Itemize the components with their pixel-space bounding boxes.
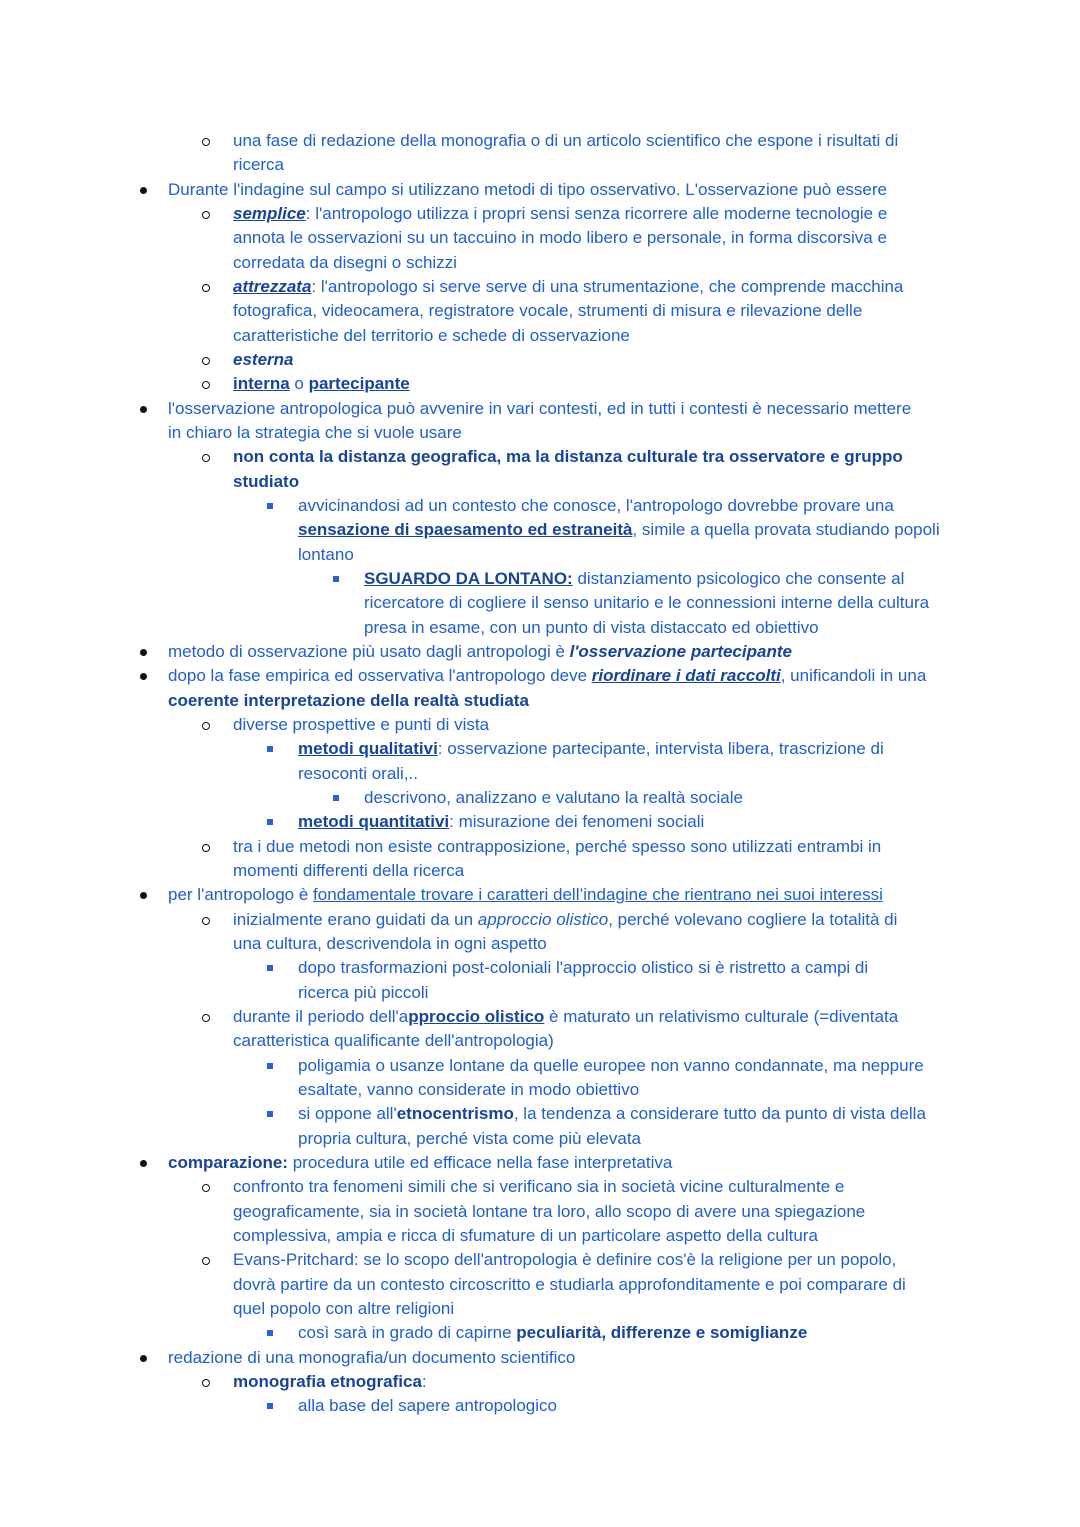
text-run: presa in esame, con un punto di vista distaccato ed obiettivo xyxy=(364,618,819,637)
text-line xyxy=(233,129,898,153)
text-run: monografia etnografica xyxy=(233,1372,422,1391)
bullet-square-icon xyxy=(267,1063,273,1069)
text-run: distanziamento psicologico che consente al xyxy=(572,569,905,588)
text-run: , perché volevano cogliere la totalità di xyxy=(608,910,898,929)
text-line xyxy=(298,1321,807,1345)
text-run: Evans-Pritchard: se lo scopo dell'antropologia è definire cos'è la religione per un popolo, xyxy=(233,1250,897,1269)
text-run: diverse prospettive e punti di vista xyxy=(233,715,490,734)
text-line xyxy=(233,470,299,494)
text-run: una fase di redazione della monografia o di un articolo scientifico che espone i risultati di xyxy=(233,131,899,150)
bullet-square-icon xyxy=(333,576,339,582)
text-run: : xyxy=(421,1372,427,1391)
text-line xyxy=(233,859,464,883)
text-run: corredata da disegni o schizzi xyxy=(233,253,457,272)
text-line xyxy=(233,348,293,372)
text-run: attrezzata xyxy=(233,277,312,296)
text-run: inizialmente erano guidati da un xyxy=(233,910,478,929)
bullet-square-icon xyxy=(267,1111,273,1117)
bullet-circle-icon xyxy=(202,1014,210,1022)
text-run: pproccio olistico xyxy=(408,1007,545,1026)
text-run: è maturato un relativismo culturale (=diventata xyxy=(544,1007,899,1026)
text-run: per l'antropologo è xyxy=(168,885,314,904)
bullet-circle-icon xyxy=(202,1184,210,1192)
text-run: annota le osservazioni su un taccuino in modo libero e personale, in forma discorsiva e xyxy=(233,228,887,247)
text-run: fotografica, videocamera, registratore vocale, strumenti di misura e rilevazione delle xyxy=(233,301,863,320)
text-run: , la tendenza a considerare tutto da punto di vista della xyxy=(513,1104,926,1123)
text-line xyxy=(233,445,903,469)
text-line xyxy=(364,591,929,615)
text-line xyxy=(298,762,418,786)
text-line xyxy=(298,1078,639,1102)
text-line xyxy=(168,1346,575,1370)
bullet-dot-icon xyxy=(140,406,147,413)
bullet-square-icon xyxy=(267,819,273,825)
text-run: dopo trasformazioni post-coloniali l'approccio olistico si è ristretto a campi di xyxy=(298,958,869,977)
text-run: esaltate, vanno considerate in modo obiettivo xyxy=(298,1080,640,1099)
text-line xyxy=(168,689,529,713)
text-run: così sarà in grado di capirne xyxy=(298,1323,517,1342)
text-run: , simile a quella provata studiando popoli xyxy=(632,520,940,539)
bullet-circle-icon xyxy=(202,844,210,852)
text-run: tra i due metodi non esiste contrapposizione, perché spesso sono utilizzati entrambi in xyxy=(233,837,882,856)
text-run: ricerca più piccoli xyxy=(298,983,429,1002)
text-line xyxy=(168,664,926,688)
text-run: caratteristiche del territorio e schede di osservazione xyxy=(233,326,630,345)
text-run: avvicinandosi ad un contesto che conosce, l'antropologo dovrebbe provare una xyxy=(298,496,894,515)
text-run: si oppone all' xyxy=(298,1104,397,1123)
text-line xyxy=(233,1200,865,1224)
text-line xyxy=(233,713,489,737)
text-line xyxy=(233,1248,896,1272)
text-line xyxy=(168,640,792,664)
text-run: sensazione di spaesamento ed estraneità xyxy=(298,520,633,539)
bullet-circle-icon xyxy=(202,1379,210,1387)
text-run: studiato xyxy=(233,472,300,491)
text-line xyxy=(298,1127,641,1151)
text-run: esterna xyxy=(233,350,294,369)
text-line xyxy=(233,372,410,396)
text-run: poligamia o usanze lontane da quelle europee non vanno condannate, ma neppure xyxy=(298,1056,924,1075)
text-run: alla base del sapere antropologico xyxy=(298,1396,557,1415)
text-run: geograficamente, sia in società lontane tra loro, allo scopo di avere una spiegazione xyxy=(233,1202,866,1221)
text-run: in chiaro la strategia che si vuole usare xyxy=(168,423,462,442)
text-run: semplice xyxy=(233,204,306,223)
text-run: interna xyxy=(233,374,290,393)
text-run: peculiarità, differenze e somiglianze xyxy=(516,1323,808,1342)
text-run: metodi quantitativi xyxy=(298,812,450,831)
text-line xyxy=(233,1175,844,1199)
text-run: , unificandoli in una xyxy=(780,666,927,685)
bullet-circle-icon xyxy=(202,357,210,365)
text-line xyxy=(364,567,904,591)
text-run: SGUARDO DA LONTANO: xyxy=(364,569,573,588)
text-run: momenti differenti della ricerca xyxy=(233,861,465,880)
bullet-square-icon xyxy=(267,1330,273,1336)
text-line xyxy=(233,153,284,177)
text-line xyxy=(233,835,881,859)
text-line xyxy=(298,518,940,542)
bullet-square-icon xyxy=(267,503,273,509)
bullet-circle-icon xyxy=(202,381,210,389)
text-line xyxy=(168,397,911,421)
text-run: descrivono, analizzano e valutano la realtà sociale xyxy=(364,788,743,807)
bullet-dot-icon xyxy=(140,1160,147,1167)
text-line xyxy=(233,275,903,299)
text-line xyxy=(298,543,354,567)
text-run: metodo di osservazione più usato dagli antropologi è xyxy=(168,642,570,661)
text-line xyxy=(298,1394,557,1418)
text-line xyxy=(233,1224,818,1248)
bullet-dot-icon xyxy=(140,1355,147,1362)
text-line xyxy=(168,1151,672,1175)
bullet-square-icon xyxy=(267,965,273,971)
bullet-square-icon xyxy=(267,1403,273,1409)
text-run: o xyxy=(289,374,309,393)
bullet-dot-icon xyxy=(140,673,147,680)
text-line xyxy=(364,786,743,810)
text-run: etnocentrismo xyxy=(396,1104,514,1123)
bullet-square-icon xyxy=(267,746,273,752)
text-line xyxy=(298,981,428,1005)
text-run: redazione di una monografia/un documento scientifico xyxy=(168,1348,576,1367)
text-run: comparazione: xyxy=(168,1153,288,1172)
text-line xyxy=(168,421,462,445)
bullet-circle-icon xyxy=(202,211,210,219)
text-run: confronto tra fenomeni simili che si verificano sia in società vicine culturalmente e xyxy=(233,1177,845,1196)
bullet-circle-icon xyxy=(202,284,210,292)
text-run: Durante l'indagine sul campo si utilizzano metodi di tipo osservativo. L'osservazione può essere xyxy=(168,180,887,199)
text-run: quel popolo con altre religioni xyxy=(233,1299,455,1318)
text-line xyxy=(233,908,897,932)
text-line xyxy=(233,932,547,956)
text-run: l'osservazione partecipante xyxy=(569,642,792,661)
text-run: una cultura, descrivendola in ogni aspetto xyxy=(233,934,547,953)
text-line xyxy=(298,494,894,518)
text-line xyxy=(298,956,868,980)
text-line xyxy=(233,1297,454,1321)
text-line xyxy=(233,299,862,323)
text-run: : osservazione partecipante, intervista libera, trascrizione di xyxy=(437,739,884,758)
bullet-square-icon xyxy=(333,795,339,801)
text-run: partecipante xyxy=(308,374,410,393)
text-line xyxy=(364,616,819,640)
text-line xyxy=(233,1005,898,1029)
text-line xyxy=(233,1029,554,1053)
bullet-circle-icon xyxy=(202,138,210,146)
text-run: : l'antropologo utilizza i propri sensi senza ricorrere alle moderne tecnologie e xyxy=(305,204,888,223)
bullet-dot-icon xyxy=(140,187,147,194)
text-run: ricerca xyxy=(233,155,285,174)
text-line xyxy=(233,251,457,275)
text-run: coerente interpretazione della realtà studiata xyxy=(168,691,529,710)
bullet-circle-icon xyxy=(202,1257,210,1265)
text-run: resoconti orali,.. xyxy=(298,764,418,783)
bullet-circle-icon xyxy=(202,917,210,925)
text-run: ricercatore di cogliere il senso unitario e le connessioni interne della cultura xyxy=(364,593,930,612)
text-run: metodi qualitativi xyxy=(298,739,438,758)
text-run: lontano xyxy=(298,545,354,564)
text-run: fondamentale trovare i caratteri dell’indagine che rientrano nei suoi interessi xyxy=(313,885,883,904)
text-line xyxy=(233,202,887,226)
text-line xyxy=(233,324,630,348)
bullet-circle-icon xyxy=(202,454,210,462)
text-line xyxy=(298,737,884,761)
text-line xyxy=(298,810,704,834)
text-run: l'osservazione antropologica può avvenire in vari contesti, ed in tutti i contesti è necessario mettere xyxy=(168,399,912,418)
text-line xyxy=(298,1102,926,1126)
text-run: dopo la fase empirica ed osservativa l'antropologo deve xyxy=(168,666,592,685)
text-line xyxy=(298,1054,924,1078)
text-run: durante il periodo dell'a xyxy=(233,1007,409,1026)
text-run: non conta la distanza geografica, ma la distanza culturale tra osservatore e gruppo xyxy=(233,447,903,466)
text-run: complessiva, ampia e ricca di sfumature di un particolare aspetto della cultura xyxy=(233,1226,818,1245)
text-run: : misurazione dei fenomeni sociali xyxy=(449,812,705,831)
bullet-circle-icon xyxy=(202,722,210,730)
bullet-dot-icon xyxy=(140,649,147,656)
text-run: : l'antropologo si serve serve di una strumentazione, che comprende macchina xyxy=(311,277,904,296)
text-line xyxy=(233,226,887,250)
text-run: dovrà partire da un contesto circoscritto e studiarla approfonditamente e poi comparare di xyxy=(233,1275,906,1294)
text-run: approccio olistico xyxy=(477,910,609,929)
bullet-dot-icon xyxy=(140,892,147,899)
text-line xyxy=(233,1370,427,1394)
text-run: riordinare i dati raccolti xyxy=(591,666,781,685)
text-line xyxy=(168,883,883,907)
text-run: procedura utile ed efficace nella fase interpretativa xyxy=(287,1153,673,1172)
text-run: propria cultura, perché vista come più elevata xyxy=(298,1129,642,1148)
text-line xyxy=(233,1273,906,1297)
text-line xyxy=(168,178,887,202)
text-run: caratteristica qualificante dell'antropologia) xyxy=(233,1031,554,1050)
